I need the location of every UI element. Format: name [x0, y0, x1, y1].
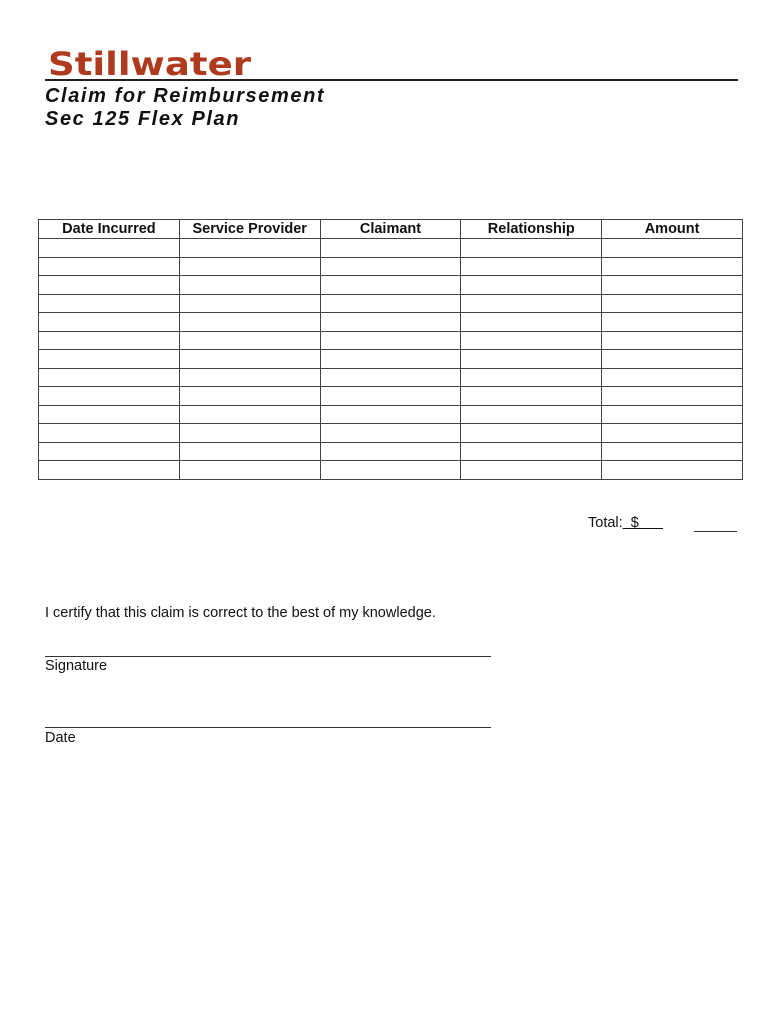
- table-cell[interactable]: [39, 276, 180, 295]
- table-cell[interactable]: [602, 350, 743, 369]
- table-cell[interactable]: [320, 387, 461, 406]
- table-cell[interactable]: [39, 294, 180, 313]
- column-header-date-incurred: Date Incurred: [39, 220, 180, 239]
- total-field: [588, 515, 663, 531]
- table-cell[interactable]: [461, 350, 602, 369]
- table-cell[interactable]: [320, 331, 461, 350]
- table-cell[interactable]: [461, 294, 602, 313]
- stillwater-logo: [48, 46, 253, 80]
- table-cell[interactable]: [179, 387, 320, 406]
- table-row: [39, 461, 743, 480]
- table-row: [39, 239, 743, 258]
- claims-table: [38, 219, 743, 480]
- table-header-row: [39, 220, 743, 239]
- table-row: [39, 405, 743, 424]
- table-row: [39, 424, 743, 443]
- table-cell[interactable]: [320, 276, 461, 295]
- table-row: [39, 368, 743, 387]
- logo-wordmark: Stillwater: [48, 46, 252, 80]
- table-cell[interactable]: [461, 368, 602, 387]
- table-cell[interactable]: [602, 294, 743, 313]
- table-cell[interactable]: [461, 405, 602, 424]
- date-label: Date: [45, 730, 76, 746]
- table-cell[interactable]: [602, 368, 743, 387]
- table-cell[interactable]: [179, 442, 320, 461]
- table-row: [39, 350, 743, 369]
- table-row: [39, 276, 743, 295]
- table-cell[interactable]: [320, 350, 461, 369]
- table-cell[interactable]: [461, 257, 602, 276]
- table-cell[interactable]: [320, 239, 461, 258]
- table-cell[interactable]: [461, 331, 602, 350]
- table-cell[interactable]: [320, 442, 461, 461]
- table-cell[interactable]: [39, 331, 180, 350]
- table-cell[interactable]: [602, 331, 743, 350]
- table-cell[interactable]: [320, 424, 461, 443]
- table-cell[interactable]: [179, 294, 320, 313]
- table-row: [39, 294, 743, 313]
- table-cell[interactable]: [179, 461, 320, 480]
- column-header-relationship: Relationship: [461, 220, 602, 239]
- table-cell[interactable]: [461, 276, 602, 295]
- table-cell[interactable]: [602, 461, 743, 480]
- table-cell[interactable]: [39, 350, 180, 369]
- table-cell[interactable]: [179, 239, 320, 258]
- certification-statement: I certify that this claim is correct to the best of my knowledge.: [45, 605, 436, 621]
- date-line[interactable]: [45, 727, 491, 728]
- table-cell[interactable]: [461, 387, 602, 406]
- table-cell[interactable]: [320, 313, 461, 332]
- table-cell[interactable]: [602, 276, 743, 295]
- signature-label: Signature: [45, 658, 108, 674]
- table-row: [39, 331, 743, 350]
- total-underline: [694, 531, 737, 532]
- table-cell[interactable]: [179, 257, 320, 276]
- table-cell[interactable]: [39, 387, 180, 406]
- table-cell[interactable]: [461, 442, 602, 461]
- column-header-claimant: Claimant: [320, 220, 461, 239]
- table-cell[interactable]: [602, 313, 743, 332]
- table-row: [39, 387, 743, 406]
- table-cell[interactable]: [602, 239, 743, 258]
- table-cell[interactable]: [179, 276, 320, 295]
- table-row: [39, 257, 743, 276]
- table-cell[interactable]: [461, 313, 602, 332]
- stillwater-logo-mark: [48, 46, 253, 80]
- table-cell[interactable]: [39, 461, 180, 480]
- form-subtitle: Sec 125 Flex Plan: [45, 108, 241, 130]
- table-cell[interactable]: [39, 442, 180, 461]
- total-value[interactable]: $: [622, 515, 663, 531]
- total-label: Total:: [588, 515, 623, 531]
- table-cell[interactable]: [602, 387, 743, 406]
- table-cell[interactable]: [179, 331, 320, 350]
- table-cell[interactable]: [461, 461, 602, 480]
- table-cell[interactable]: [179, 405, 320, 424]
- table-cell[interactable]: [179, 424, 320, 443]
- table-cell[interactable]: [39, 368, 180, 387]
- table-cell[interactable]: [39, 239, 180, 258]
- table-cell[interactable]: [320, 257, 461, 276]
- table-row: [39, 442, 743, 461]
- table-cell[interactable]: [602, 405, 743, 424]
- table-cell[interactable]: [39, 313, 180, 332]
- table-cell[interactable]: [602, 424, 743, 443]
- column-header-amount: Amount: [602, 220, 743, 239]
- table-cell[interactable]: [320, 405, 461, 424]
- column-header-service-provider: Service Provider: [179, 220, 320, 239]
- table-cell[interactable]: [39, 257, 180, 276]
- table-row: [39, 313, 743, 332]
- table-cell[interactable]: [179, 350, 320, 369]
- table-cell[interactable]: [39, 405, 180, 424]
- table-cell[interactable]: [179, 313, 320, 332]
- table-cell[interactable]: [602, 442, 743, 461]
- table-cell[interactable]: [461, 424, 602, 443]
- form-title: Claim for Reimbursement: [45, 85, 326, 107]
- table-cell[interactable]: [320, 294, 461, 313]
- header-rule: [45, 79, 738, 81]
- table-cell[interactable]: [39, 424, 180, 443]
- table-cell[interactable]: [461, 239, 602, 258]
- table-cell[interactable]: [320, 368, 461, 387]
- table-cell[interactable]: [602, 257, 743, 276]
- claims-table-body: [39, 239, 743, 480]
- signature-line[interactable]: [45, 656, 491, 657]
- table-cell[interactable]: [320, 461, 461, 480]
- table-cell[interactable]: [179, 368, 320, 387]
